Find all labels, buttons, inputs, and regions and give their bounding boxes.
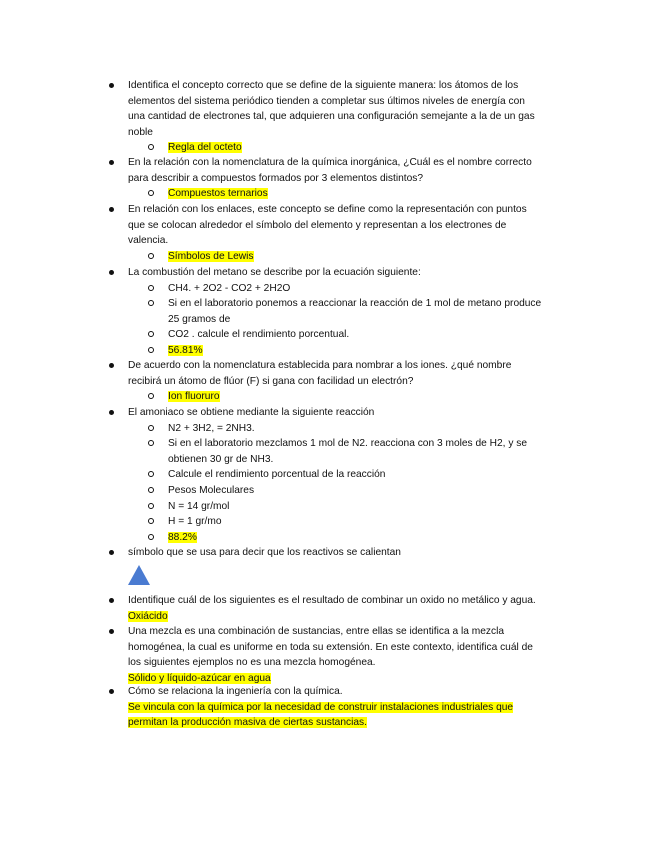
circle-bullet-icon <box>148 471 154 477</box>
answer-highlight: Símbolos de Lewis <box>168 250 254 262</box>
item-text: para describir a compuestos formados por 3 elementos distintos? <box>128 172 424 184</box>
answer-highlight: 88.2% <box>168 531 197 543</box>
bullet-icon <box>109 598 114 603</box>
sub-item <box>128 530 567 546</box>
sub-item <box>128 186 567 202</box>
circle-bullet-icon <box>148 518 154 524</box>
sub-item <box>128 249 567 265</box>
circle-bullet-icon <box>148 253 154 259</box>
list-item <box>128 265 567 359</box>
list-item <box>128 78 567 156</box>
bullet-icon <box>109 207 114 212</box>
sub-item-text: Pesos Moleculares <box>168 484 255 496</box>
circle-bullet-icon <box>148 487 154 493</box>
bullet-icon <box>109 83 114 88</box>
sub-item <box>128 436 567 467</box>
item-text: De acuerdo con la nomenclatura establecida para nombrar a los iones. ¿qué nombre <box>128 360 512 371</box>
sub-item <box>128 140 567 156</box>
answer-highlight: Se vincula con la química por la necesidad de construir instalaciones industriales que <box>128 701 514 713</box>
list-item <box>128 202 567 264</box>
item-text: que se colocan alrededor el símbolo del elemento y representan a los electrones de <box>128 219 507 231</box>
answer-highlight: 56.81% <box>168 344 203 356</box>
sub-item <box>128 281 567 297</box>
bullet-icon <box>109 629 114 634</box>
circle-bullet-icon <box>148 534 154 540</box>
sub-item <box>128 421 567 437</box>
list-item <box>128 593 567 624</box>
item-text: Identifica el concepto correcto que se define de la siguiente manera: los átomos de los <box>128 80 519 91</box>
sub-item <box>128 467 567 483</box>
item-text: La combustión del metano se describe por la ecuación siguiente: <box>128 267 421 278</box>
circle-bullet-icon <box>148 331 154 337</box>
item-text: Identifique cuál de los siguientes es el resultado de combinar un oxido no metálico y agua. <box>128 595 536 606</box>
sub-item-text: CH4. + 2O2 - CO2 + 2H2O <box>168 282 291 294</box>
bullet-icon <box>109 410 114 415</box>
circle-bullet-icon <box>148 347 154 353</box>
list-item <box>128 155 567 202</box>
sub-item <box>128 483 567 499</box>
sub-item <box>128 296 567 327</box>
answer-highlight: Sólido y líquido-azúcar en agua <box>128 672 271 684</box>
circle-bullet-icon <box>148 425 154 431</box>
answer-highlight: permitan la producción masiva de ciertas sustancias. <box>128 717 367 729</box>
item-text: En relación con los enlaces, este concepto se define como la representación con puntos <box>128 204 527 215</box>
item-text: símbolo que se usa para decir que los reactivos se calientan <box>128 547 401 558</box>
sub-item-text: obtienen 30 gr de NH3. <box>168 453 274 465</box>
circle-bullet-icon <box>148 503 154 509</box>
sub-item-text: 25 gramos de <box>168 313 231 325</box>
bullet-icon <box>109 363 114 368</box>
item-text: Cómo se relaciona la ingeniería con la química. <box>128 686 343 697</box>
item-text: valencia. <box>128 235 169 247</box>
item-text: El amoniaco se obtiene mediante la siguiente reacción <box>128 407 375 418</box>
circle-bullet-icon <box>148 300 154 306</box>
circle-bullet-icon <box>148 285 154 291</box>
answer-highlight: Compuestos ternarios <box>168 188 268 200</box>
bullet-icon <box>109 550 114 555</box>
sub-item <box>128 327 567 343</box>
list-item <box>128 405 567 545</box>
sub-item-text: CO2 . calcule el rendimiento porcentual. <box>168 329 350 341</box>
sub-item-text: Si en el laboratorio mezclamos 1 mol de N2. reacciona con 3 moles de H2, y se <box>168 438 527 450</box>
item-text: noble <box>128 126 153 138</box>
item-text: una cantidad de electrones tal, que adquieren una configuración semejante a la de un gas <box>128 111 535 123</box>
answer-highlight: Ion fluoruro <box>168 391 220 403</box>
item-text: recibirá un átomo de flúor (F) si gana con facilidad un electrón? <box>128 375 414 387</box>
sub-item-text: N2 + 3H2, = 2NH3. <box>168 422 255 434</box>
item-text: los siguientes ejemplos no es una mezcla homogénea. <box>128 657 376 669</box>
sub-item-text: Calcule el rendimiento porcentual de la reacción <box>168 469 386 481</box>
circle-bullet-icon <box>148 144 154 150</box>
sub-item-text: Si en el laboratorio ponemos a reaccionar la reacción de 1 mol de metano produce <box>168 298 542 310</box>
item-text: En la relación con la nomenclatura de la química inorgánica, ¿Cuál es el nombre correcto <box>128 157 532 168</box>
sub-item <box>128 389 567 405</box>
triangle-heat-symbol-icon <box>128 565 150 585</box>
list-item <box>128 358 567 405</box>
bullet-icon <box>109 270 114 275</box>
answer-highlight: Oxiácido <box>128 610 168 622</box>
bullet-icon <box>109 160 114 165</box>
list-item <box>128 624 567 686</box>
bullet-icon <box>109 689 114 694</box>
sub-item-text: N = 14 gr/mol <box>168 500 230 512</box>
sub-item <box>128 514 567 530</box>
circle-bullet-icon <box>148 190 154 196</box>
sub-item <box>128 343 567 359</box>
circle-bullet-icon <box>148 393 154 399</box>
item-text: elementos del sistema periódico tienden a completar sus últimos niveles de energía con <box>128 95 525 107</box>
answer-highlight: Regla del octeto <box>168 142 242 154</box>
sub-item-text: H = 1 gr/mo <box>168 516 222 528</box>
circle-bullet-icon <box>148 440 154 446</box>
sub-item <box>128 499 567 515</box>
list-item <box>128 684 567 731</box>
item-text: homogénea, la cual es uniforme en toda su extensión. En este contexto, identifica cuál de <box>128 641 533 653</box>
item-text: Una mezcla es una combinación de sustancias, entre ellas se identifica a la mezcla <box>128 626 505 637</box>
list-item <box>128 545 567 561</box>
